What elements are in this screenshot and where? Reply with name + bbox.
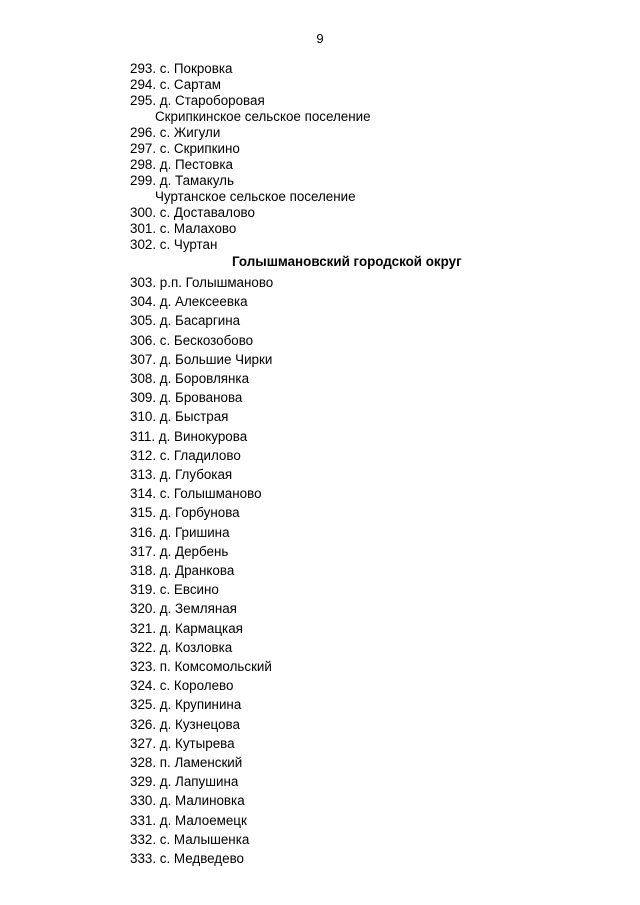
list-item: 319. с. Евсино: [130, 582, 219, 598]
list-item: 301. с. Малахово: [130, 221, 237, 236]
list-item: 295. д. Староборовая: [130, 93, 265, 108]
list-item: 325. д. Крупинина: [130, 697, 242, 713]
list-item: 321. д. Кармацкая: [130, 620, 243, 636]
list-item: 316. д. Гришина: [130, 524, 230, 540]
subsection-heading: Чуртанское сельское поселение: [155, 189, 356, 204]
list-item: 294. с. Сартам: [130, 77, 221, 92]
list-item: 331. д. Малоемецк: [130, 812, 247, 828]
list-item: 304. д. Алексеевка: [130, 294, 248, 310]
list-item: 298. д. Пестовка: [130, 157, 233, 172]
subsection-heading: Скрипкинское сельское поселение: [155, 109, 371, 124]
list-item: 313. д. Глубокая: [130, 467, 233, 483]
list-item: 329. д. Лапушина: [130, 774, 239, 790]
list-item: 317. д. Дербень: [130, 543, 229, 559]
list-item: 312. с. Гладилово: [130, 447, 241, 463]
list-item: 326. д. Кузнецова: [130, 716, 240, 732]
section-heading: Голышмановский городской округ: [232, 254, 462, 269]
list-item: 322. д. Козловка: [130, 639, 233, 655]
list-item: 323. п. Комсомольский: [130, 659, 272, 675]
page-number: 9: [316, 31, 324, 46]
list-item: 305. д. Басаргина: [130, 313, 241, 329]
list-item: 302. с. Чуртан: [130, 237, 218, 252]
list-item: 314. с. Голышманово: [130, 486, 262, 502]
list-item: 300. с. Доставалово: [130, 205, 255, 220]
list-item: 308. д. Боровлянка: [130, 371, 250, 387]
list-item: 324. с. Королево: [130, 678, 234, 694]
list-item: 310. д. Быстрая: [130, 409, 229, 425]
list-item: 328. п. Ламенский: [130, 755, 243, 771]
list-item: 327. д. Кутырева: [130, 735, 235, 751]
list-item: 307. д. Большие Чирки: [130, 351, 273, 367]
list-item: 330. д. Малиновка: [130, 793, 245, 809]
list-item: 299. д. Тамакуль: [130, 173, 234, 188]
list-item: 315. д. Горбунова: [130, 505, 240, 521]
list-item: 332. с. Малышенка: [130, 831, 250, 847]
list-item: 311. д. Винокурова: [130, 428, 248, 444]
list-item: 306. с. Бескозобово: [130, 332, 254, 348]
list-item: 320. д. Земляная: [130, 601, 237, 617]
list-item: 296. с. Жигули: [130, 125, 221, 140]
list-item: 333. с. Медведево: [130, 851, 244, 867]
settlement-list-top: [130, 61, 371, 253]
list-item: 293. с. Покровка: [130, 61, 233, 76]
settlement-list-bottom: [130, 273, 273, 868]
list-item: 297. с. Скрипкино: [130, 141, 240, 156]
list-item: 309. д. Брованова: [130, 390, 243, 406]
list-item: 318. д. Дранкова: [130, 563, 235, 579]
list-item: 303. р.п. Голышманово: [130, 275, 274, 290]
